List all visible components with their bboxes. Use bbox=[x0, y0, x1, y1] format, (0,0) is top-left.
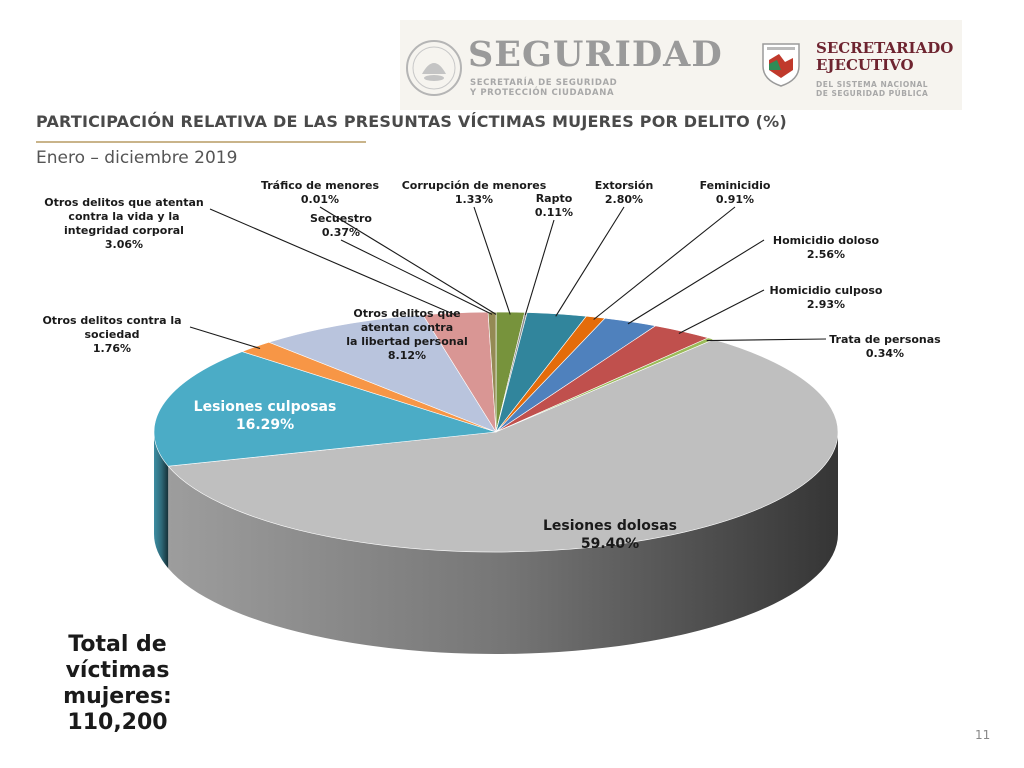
leader-line-1 bbox=[474, 207, 510, 315]
slice-category-label: Corrupción de menores bbox=[401, 179, 547, 192]
slice-value-label: 0.01% bbox=[300, 193, 340, 206]
slice-value-label: 2.56% bbox=[806, 248, 846, 261]
slice-category-label: Feminicidio bbox=[699, 179, 771, 192]
leader-line-7 bbox=[707, 339, 826, 341]
slice-label-4 bbox=[700, 179, 771, 206]
slice-category-label: atentan contra bbox=[360, 321, 454, 334]
page-subtitle: Enero – diciembre 2019 bbox=[36, 148, 238, 168]
page-number: 11 bbox=[975, 728, 991, 742]
slice-label-1 bbox=[402, 179, 547, 206]
seguridad-subtitle: SECRETARÍA DE SEGURIDAD Y PROTECCIÓN CIUDADANA bbox=[470, 78, 618, 98]
slice-category-label: la libertad personal bbox=[346, 335, 468, 348]
slice-label-13 bbox=[310, 212, 372, 239]
slice-value-label: 2.80% bbox=[604, 193, 644, 206]
leader-line-6 bbox=[679, 290, 764, 333]
slice-value-label: 2.93% bbox=[806, 298, 846, 311]
leader-line-10 bbox=[190, 327, 260, 348]
slice-value-label: 0.37% bbox=[321, 226, 361, 239]
slice-value-label: 0.34% bbox=[865, 347, 905, 360]
slice-category-label: Extorsión bbox=[594, 179, 654, 192]
slice-label-3 bbox=[595, 179, 654, 206]
slice-category-label: Lesiones culposas bbox=[193, 399, 337, 415]
slice-category-label: Otros delitos que bbox=[353, 307, 461, 320]
slice-label-2 bbox=[535, 192, 573, 219]
slice-category-label: Otros delitos que atentan bbox=[44, 196, 204, 209]
leader-line-4 bbox=[594, 207, 735, 320]
total-victims: Total de víctimas mujeres: 110,200 bbox=[63, 632, 172, 735]
slice-value-label: 59.40% bbox=[580, 536, 640, 552]
slice-category-label: Lesiones dolosas bbox=[542, 518, 678, 534]
slice-category-label: Tráfico de menores bbox=[260, 179, 380, 192]
leader-line-13 bbox=[341, 240, 492, 314]
leader-line-3 bbox=[556, 207, 624, 316]
slice-value-label: 8.12% bbox=[387, 349, 427, 362]
slice-category-label: Homicidio culposo bbox=[769, 284, 883, 297]
slice-label-7 bbox=[829, 333, 941, 360]
slice-value-label: 0.91% bbox=[715, 193, 755, 206]
slice-label-0 bbox=[261, 179, 380, 206]
slice-category-label: Homicidio doloso bbox=[772, 234, 880, 247]
slice-category-label: contra la vida y la bbox=[68, 210, 180, 223]
slice-category-label: Trata de personas bbox=[829, 333, 941, 346]
slice-value-label: 16.29% bbox=[235, 417, 295, 433]
slice-category-label: integridad corporal bbox=[64, 224, 184, 237]
slice-category-label: sociedad bbox=[84, 328, 140, 341]
slice-label-5 bbox=[773, 234, 880, 261]
slice-label-10 bbox=[42, 314, 181, 355]
leader-line-2 bbox=[525, 220, 554, 315]
page-title: PARTICIPACIÓN RELATIVA DE LAS PRESUNTAS VÍCTIMAS MUJERES POR DELITO (%) bbox=[36, 112, 787, 131]
slice-value-label: 1.76% bbox=[92, 342, 132, 355]
sesnsp-title: SECRETARIADO EJECUTIVO bbox=[816, 39, 954, 74]
slice-value-label: 1.33% bbox=[454, 193, 494, 206]
slice-category-label: Otros delitos contra la bbox=[42, 314, 182, 327]
slice-label-6 bbox=[770, 284, 883, 311]
sesnsp-subtitle: DEL SISTEMA NACIONAL DE SEGURIDAD PÚBLICA bbox=[816, 80, 929, 98]
slice-label-12 bbox=[44, 196, 204, 251]
slice-value-label: 3.06% bbox=[104, 238, 144, 251]
leader-line-5 bbox=[628, 240, 764, 324]
seguridad-logo-text: SEGURIDAD bbox=[468, 34, 723, 75]
slice-category-label: Rapto bbox=[535, 192, 573, 205]
slice-value-label: 0.11% bbox=[534, 206, 574, 219]
slice-category-label: Secuestro bbox=[310, 212, 372, 225]
